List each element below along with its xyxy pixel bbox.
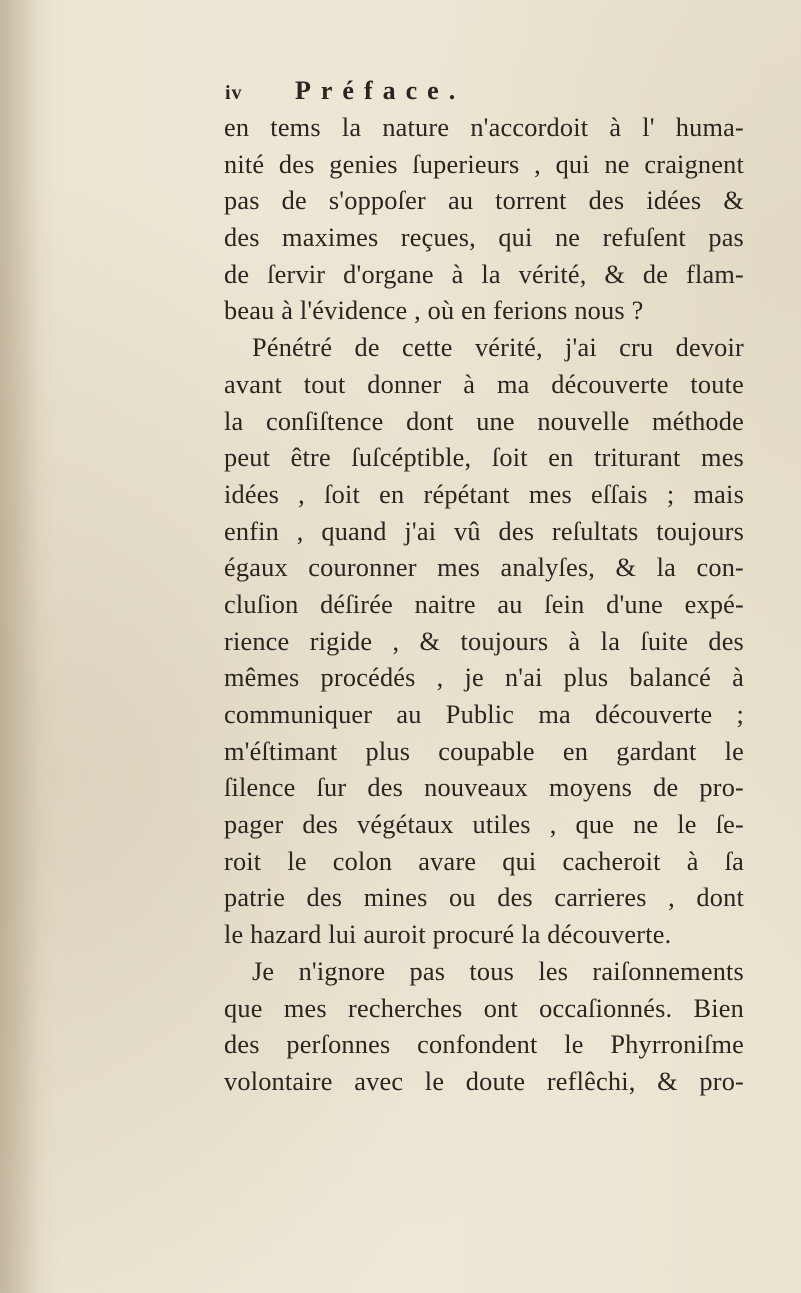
text-line: Je n'ignore pas tous les raiſonnements bbox=[252, 956, 744, 986]
text-line: des maximes reçues, qui ne refuſent pas bbox=[224, 223, 744, 253]
text-line: volontaire avec le doute reflêchi, & pro- bbox=[224, 1066, 744, 1096]
text-line: beau à l'évidence , où en ferions nous ? bbox=[224, 296, 644, 326]
text-line: rience rigide , & toujours à la ſuite des bbox=[224, 626, 744, 656]
text-line: en tems la nature n'accordoit à l' huma- bbox=[224, 113, 744, 142]
text-line: mêmes procédés , je n'ai plus balancé à bbox=[224, 663, 744, 693]
text-line: le hazard lui auroit procuré la découverte. bbox=[224, 920, 672, 950]
text-line: des perſonnes confondent le Phyrroniſme bbox=[224, 1030, 744, 1060]
text-line: enfin , quand j'ai vû des reſultats toujours bbox=[224, 516, 744, 546]
text-line: la conſiſtence dont une nouvelle méthode bbox=[224, 406, 744, 436]
text-line: patrie des mines ou des carrieres , dont bbox=[224, 883, 744, 913]
text-line: idées , ſoit en répétant mes eſſais ; mais bbox=[224, 479, 744, 509]
text-line: égaux couronner mes analyſes, & la con- bbox=[224, 553, 744, 583]
text-line: que mes recherches ont occaſionnés. Bien bbox=[224, 993, 744, 1023]
text-line: Pénétré de cette vérité, j'ai cru devoir bbox=[252, 333, 744, 363]
text-line: cluſion déſirée naitre au ſein d'une expé- bbox=[224, 589, 744, 619]
text-line: pager des végétaux utiles , que ne le ſe- bbox=[224, 810, 744, 840]
text-line: roit le colon avare qui cacheroit à ſa bbox=[224, 846, 744, 876]
text-line: de ſervir d'organe à la vérité, & de flam- bbox=[224, 259, 744, 289]
page-number: iv bbox=[225, 82, 243, 104]
text-line: pas de s'oppoſer au torrent des idées & bbox=[224, 186, 744, 216]
text-line: communiquer au Public ma découverte ; bbox=[224, 700, 744, 729]
text-line: peut être ſuſcéptible, ſoit en triturant mes bbox=[224, 443, 744, 473]
text-line: avant tout donner à ma découverte toute bbox=[224, 369, 744, 399]
spine-shadow bbox=[0, 0, 40, 1293]
text-line: m'éſtimant plus coupable en gardant le bbox=[224, 736, 744, 766]
body-text bbox=[224, 110, 744, 1101]
text-line: ſilence ſur des nouveaux moyens de pro- bbox=[224, 773, 744, 803]
text-line: nité des genies ſuperieurs , qui ne craignent bbox=[224, 149, 744, 179]
running-head: Préface. bbox=[295, 76, 466, 105]
